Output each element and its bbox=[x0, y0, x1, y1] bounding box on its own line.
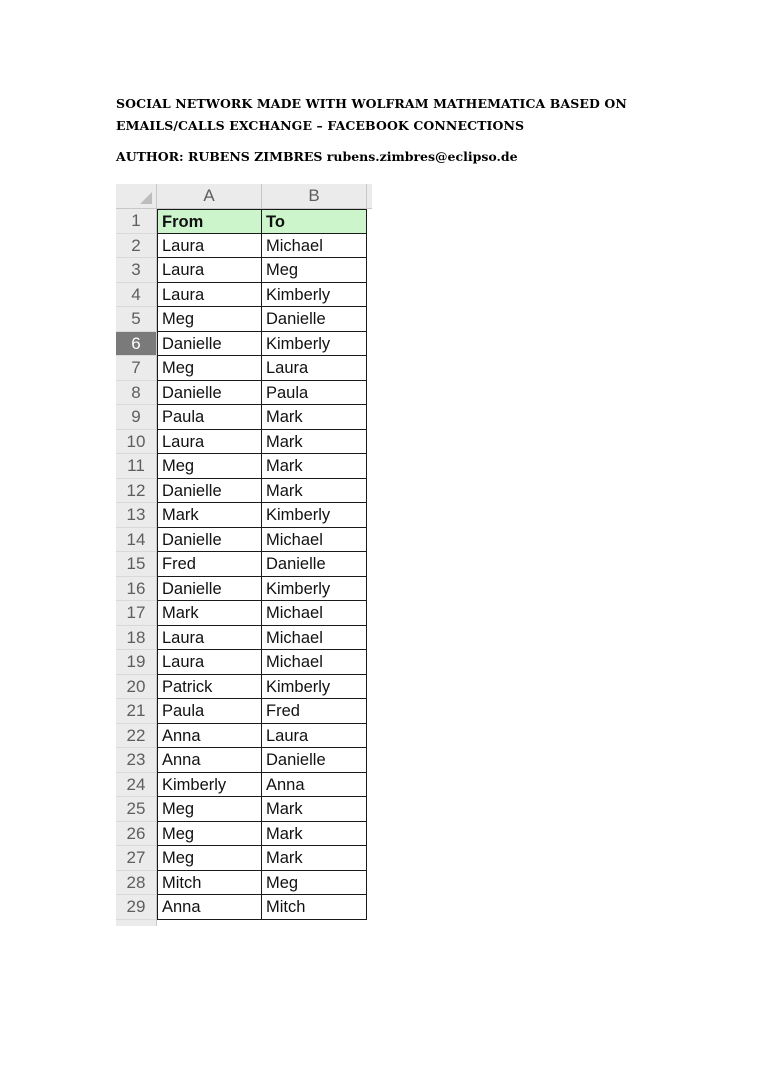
column-header-a: A bbox=[157, 184, 262, 208]
table-row bbox=[116, 283, 372, 308]
table-row bbox=[116, 381, 372, 406]
cell-from: Meg bbox=[157, 846, 262, 871]
column-header-b: B bbox=[262, 184, 367, 208]
cell-to: Michael bbox=[262, 650, 367, 675]
table-row bbox=[116, 552, 372, 577]
document-author: AUTHOR: RUBENS ZIMBRES rubens.zimbres@eclipso.de bbox=[116, 149, 518, 164]
spreadsheet-snippet bbox=[116, 184, 372, 926]
cell-from: Mitch bbox=[157, 871, 262, 896]
cell-to: Mark bbox=[262, 430, 367, 455]
cell-to: Mark bbox=[262, 822, 367, 847]
table-row bbox=[116, 234, 372, 259]
cell-from: Meg bbox=[157, 797, 262, 822]
table-row bbox=[116, 675, 372, 700]
cell-from: Meg bbox=[157, 307, 262, 332]
row-number: 15 bbox=[116, 552, 157, 577]
row-header-stub bbox=[116, 920, 157, 926]
cell-to: Michael bbox=[262, 528, 367, 553]
cell-from: Danielle bbox=[157, 479, 262, 504]
cell-to: Paula bbox=[262, 381, 367, 406]
row-number: 12 bbox=[116, 479, 157, 504]
document-title-line-2: EMAILS/CALLS EXCHANGE – FACEBOOK CONNECTIONS bbox=[116, 118, 525, 133]
table-row bbox=[116, 748, 372, 773]
row-number: 23 bbox=[116, 748, 157, 773]
cell-from: Laura bbox=[157, 626, 262, 651]
cell-to: Michael bbox=[262, 626, 367, 651]
table-row bbox=[116, 601, 372, 626]
cell-to: Laura bbox=[262, 724, 367, 749]
row-number: 6 bbox=[116, 332, 157, 357]
cell-from: Kimberly bbox=[157, 773, 262, 798]
cell-from: Danielle bbox=[157, 577, 262, 602]
cell-from: Anna bbox=[157, 895, 262, 920]
cell-to: Mark bbox=[262, 846, 367, 871]
cell-to: Michael bbox=[262, 234, 367, 259]
cell-from: Laura bbox=[157, 650, 262, 675]
cell-to: Mark bbox=[262, 454, 367, 479]
cell-from: Anna bbox=[157, 748, 262, 773]
row-number: 10 bbox=[116, 430, 157, 455]
select-all-corner bbox=[116, 184, 157, 208]
table-row bbox=[116, 846, 372, 871]
table-row bbox=[116, 454, 372, 479]
row-number: 21 bbox=[116, 699, 157, 724]
cell-to: Michael bbox=[262, 601, 367, 626]
cell-from: Paula bbox=[157, 699, 262, 724]
document-title bbox=[116, 93, 676, 137]
sheet-bottom-edge bbox=[116, 920, 372, 926]
cell-to: Mark bbox=[262, 797, 367, 822]
table-row bbox=[116, 797, 372, 822]
table-row bbox=[116, 479, 372, 504]
header-cell-from: From bbox=[157, 209, 262, 234]
row-number: 27 bbox=[116, 846, 157, 871]
table-row bbox=[116, 577, 372, 602]
table-row bbox=[116, 307, 372, 332]
cell-to: Mitch bbox=[262, 895, 367, 920]
cell-from: Meg bbox=[157, 454, 262, 479]
cell-to: Meg bbox=[262, 871, 367, 896]
cell-from: Laura bbox=[157, 430, 262, 455]
row-number: 14 bbox=[116, 528, 157, 553]
cell-from: Danielle bbox=[157, 528, 262, 553]
row-number: 24 bbox=[116, 773, 157, 798]
table-row bbox=[116, 773, 372, 798]
cell-to: Danielle bbox=[262, 748, 367, 773]
table-row bbox=[116, 871, 372, 896]
cell-to: Kimberly bbox=[262, 675, 367, 700]
table-row bbox=[116, 528, 372, 553]
cell-to: Kimberly bbox=[262, 577, 367, 602]
document-title-line-1: SOCIAL NETWORK MADE WITH WOLFRAM MATHEMATICA BASED ON bbox=[116, 96, 627, 111]
cell-to: Danielle bbox=[262, 307, 367, 332]
cell-from: Meg bbox=[157, 356, 262, 381]
cell-to: Kimberly bbox=[262, 332, 367, 357]
row-number: 13 bbox=[116, 503, 157, 528]
row-number: 11 bbox=[116, 454, 157, 479]
row-number: 22 bbox=[116, 724, 157, 749]
row-number: 4 bbox=[116, 283, 157, 308]
table-row bbox=[116, 895, 372, 920]
row-number: 7 bbox=[116, 356, 157, 381]
row-number: 9 bbox=[116, 405, 157, 430]
cell-from: Meg bbox=[157, 822, 262, 847]
cell-from: Patrick bbox=[157, 675, 262, 700]
cell-to: Anna bbox=[262, 773, 367, 798]
cell-from: Danielle bbox=[157, 332, 262, 357]
table-row bbox=[116, 356, 372, 381]
column-header-row bbox=[116, 184, 372, 209]
table-row bbox=[116, 258, 372, 283]
row-number: 18 bbox=[116, 626, 157, 651]
table-header-row bbox=[116, 209, 372, 234]
row-number: 29 bbox=[116, 895, 157, 920]
cell-to: Kimberly bbox=[262, 283, 367, 308]
cell-to: Mark bbox=[262, 479, 367, 504]
row-number: 19 bbox=[116, 650, 157, 675]
table-body bbox=[116, 234, 372, 920]
table-row bbox=[116, 332, 372, 357]
row-number: 2 bbox=[116, 234, 157, 259]
table-row bbox=[116, 405, 372, 430]
table-row bbox=[116, 503, 372, 528]
row-number: 17 bbox=[116, 601, 157, 626]
cell-from: Laura bbox=[157, 283, 262, 308]
row-number: 5 bbox=[116, 307, 157, 332]
table-row bbox=[116, 626, 372, 651]
row-number: 8 bbox=[116, 381, 157, 406]
row-number: 16 bbox=[116, 577, 157, 602]
cell-to: Mark bbox=[262, 405, 367, 430]
cell-from: Fred bbox=[157, 552, 262, 577]
table-row bbox=[116, 650, 372, 675]
cell-to: Fred bbox=[262, 699, 367, 724]
table-row bbox=[116, 430, 372, 455]
row-number: 25 bbox=[116, 797, 157, 822]
cell-from: Mark bbox=[157, 503, 262, 528]
row-number: 20 bbox=[116, 675, 157, 700]
header-cell-to: To bbox=[262, 209, 367, 234]
cell-from: Laura bbox=[157, 234, 262, 259]
row-number: 28 bbox=[116, 871, 157, 896]
cell-from: Mark bbox=[157, 601, 262, 626]
table-row bbox=[116, 699, 372, 724]
cell-to: Kimberly bbox=[262, 503, 367, 528]
cell-from: Anna bbox=[157, 724, 262, 749]
row-number: 26 bbox=[116, 822, 157, 847]
table-row bbox=[116, 724, 372, 749]
cell-from: Danielle bbox=[157, 381, 262, 406]
row-number: 3 bbox=[116, 258, 157, 283]
cell-to: Meg bbox=[262, 258, 367, 283]
cell-to: Laura bbox=[262, 356, 367, 381]
cell-to: Danielle bbox=[262, 552, 367, 577]
cell-from: Laura bbox=[157, 258, 262, 283]
table-row bbox=[116, 822, 372, 847]
row-number: 1 bbox=[116, 209, 157, 234]
cell-from: Paula bbox=[157, 405, 262, 430]
